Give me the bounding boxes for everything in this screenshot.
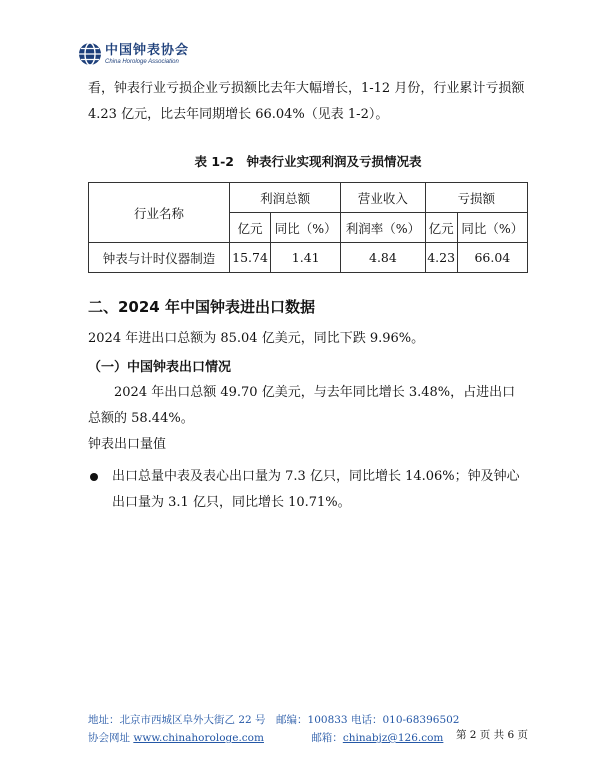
page-number: 第 2 页 共 6 页 [455,729,528,741]
profit-loss-table [88,182,528,273]
header-total-profit: 利润总额 [230,183,341,213]
paragraph-export-volume-label: 钟表出口量值 [88,437,167,452]
header-industry-name: 行业名称 [89,183,230,243]
cell-loss-yoy: 66.04 [457,243,527,273]
paragraph-loss-summary: 看，钟表行业亏损企业亏损额比去年大幅增长，1-12 月份，行业累计亏损额 4.23 亿元，比去年同期增长 66.04%（见表 1-2）。 [88,81,525,122]
footer-address: 地址：北京市西城区阜外大街乙 22 号 邮编：100833 电话：010-68396502 [88,714,460,726]
table-caption: 表 1-2 钟表行业实现利润及亏损情况表 [194,154,422,169]
footer-website-label: 协会网址 [88,732,130,744]
globe-logo-icon [78,42,102,66]
footer-website-link[interactable]: www.chinahorologe.com [133,732,264,744]
logo-chinese-name: 中国钟表协会 [105,42,190,58]
cell-loss: 4.23 [425,243,457,273]
footer-contact-line [88,730,528,745]
paragraph-export-total: 2024 年出口总额 49.70 亿美元，与去年同比增长 3.48%，占进出口总额的 58.44%。 [88,385,516,426]
subheader-profit-unit: 亿元 [230,213,271,243]
subsection-export-heading: （一）中国钟表出口情况 [88,360,232,375]
list-item [88,464,528,516]
cell-profit-margin: 4.84 [341,243,425,273]
footer-email-link[interactable]: chinabjz@126.com [342,732,444,744]
bullet-dot-icon [90,473,98,481]
paragraph-trade-total: 2024 年进出口总额为 85.04 亿美元，同比下跌 9.96%。 [88,331,425,346]
subheader-profit-yoy: 同比（%） [271,213,341,243]
subheader-loss-unit: 亿元 [425,213,457,243]
cell-profit-yoy: 1.41 [271,243,341,273]
footer-email-label: 邮箱： [311,732,343,744]
subheader-loss-yoy: 同比（%） [457,213,527,243]
section-2-heading: 二、2024 年中国钟表进出口数据 [88,298,315,316]
cell-industry: 钟表与计时仪器制造 [89,243,230,273]
association-logo [78,40,189,68]
header-revenue: 营业收入 [341,183,425,213]
cell-profit: 15.74 [230,243,271,273]
table-row [89,243,528,273]
header-loss-amount: 亏损额 [425,183,527,213]
subheader-profit-margin: 利润率（%） [341,213,425,243]
bullet-text: 出口总量中表及表心出口量为 7.3 亿只，同比增长 14.06%；钟及钟心出口量为 3.1 亿只，同比增长 10.71%。 [112,469,520,510]
logo-english-name: China Horologe Association [105,58,179,65]
